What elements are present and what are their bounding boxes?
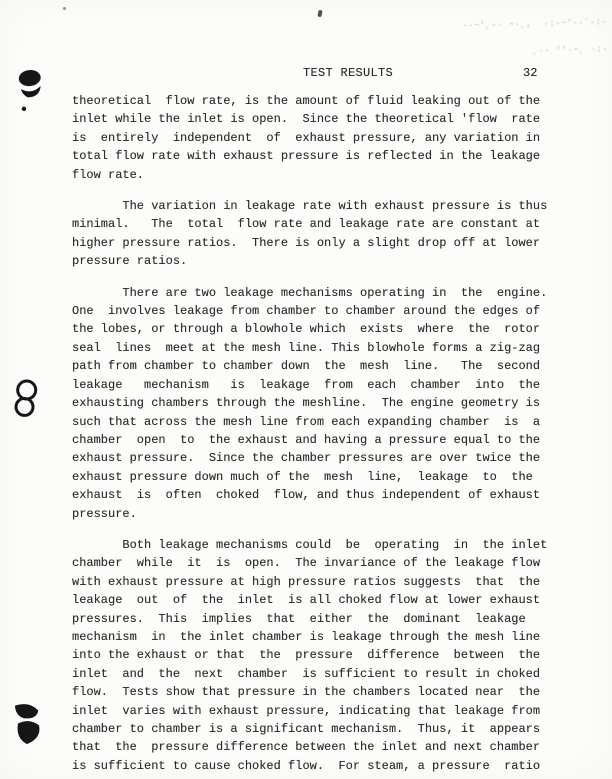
- text-line: leakage mechanism is leakage from each chamber into the: [72, 377, 541, 392]
- text-line: path from chamber to chamber down the mesh line. The second: [72, 359, 541, 374]
- text-line: pressures. This implies that either the dominant leakage: [72, 611, 526, 626]
- scan-speck: [63, 7, 66, 10]
- text-line: There are two leakage mechanisms operating in the engine.: [72, 285, 548, 300]
- text-line: is sufficient to cause choked flow. For steam, a pressure ratio: [72, 758, 541, 773]
- text-line: leakage out of the inlet is all choked flow at lower exhaust: [72, 593, 541, 608]
- text-line: such that across the mesh line from each expanding chamber is a: [72, 414, 541, 429]
- text-line: exhausting chambers through the meshline. The engine geometry is: [72, 396, 541, 411]
- text-line: is entirely independent of exhaust pressure, any variation in: [72, 130, 541, 145]
- hole-punch-ink-mark-bottom: [11, 701, 45, 749]
- text-line: pressure.: [72, 506, 137, 521]
- text-line: flow rate.: [72, 167, 145, 182]
- text-line: chamber while it is open. The invariance of the leakage flow: [72, 556, 541, 571]
- text-line: exhaust is often choked flow, and thus independent of exhaust: [72, 488, 541, 503]
- document-body: [72, 92, 558, 779]
- text-line: with exhaust pressure at high pressure ratios suggests that the: [72, 574, 541, 589]
- paragraph-2: [72, 197, 558, 271]
- text-line: pressure ratios.: [72, 254, 188, 269]
- text-line: total flow rate with exhaust pressure is reflected in the leakage: [72, 149, 541, 164]
- text-line: theoretical flow rate, is the amount of fluid leaking out of the: [72, 94, 541, 108]
- paragraph-4: [72, 536, 558, 775]
- text-line: into the exhaust or that the pressure difference between the: [72, 648, 541, 663]
- stamp-line: ¸·- ''·~¸ ·:·: [532, 45, 609, 57]
- text-line: chamber to chamber is a significant mechanism. Thus, it appears: [72, 722, 541, 736]
- text-line: seal lines meet at the mesh line. This blowhole forms a zig-zag: [72, 340, 541, 355]
- faint-stamp: [457, 0, 609, 76]
- paragraph-1: [72, 92, 558, 184]
- text-line: higher pressure ratios. There is only a slight drop off at lower: [72, 235, 541, 250]
- hole-punch-ink-mark-middle: [9, 377, 44, 423]
- stamp-line: -·~'¸-· ~·¸, ·:-~'··¨-:·: [462, 18, 608, 31]
- text-line: One involves leakage from chamber to chamber around the edges of: [72, 304, 541, 319]
- paragraph-3: [72, 284, 558, 523]
- scan-speck: [317, 10, 322, 18]
- hole-punch-ink-mark-top: [12, 64, 51, 115]
- text-line: inlet and the next chamber is sufficient to result in choked: [72, 666, 541, 681]
- page-number: 32: [523, 66, 538, 80]
- text-line: chamber open to the exhaust and having a pressure equal to the: [72, 432, 541, 447]
- text-line: The variation in leakage rate with exhaust pressure is thus: [72, 199, 548, 214]
- text-line: exhaust pressure down much of the mesh line, leakage to the: [72, 469, 533, 484]
- text-line: the lobes, or through a blowhole which exists where the rotor: [72, 322, 541, 337]
- text-line: minimal. The total flow rate and leakage rate are constant at: [72, 217, 541, 232]
- text-line: inlet while the inlet is open. Since the theoretical 'flow rate: [72, 112, 541, 127]
- text-line: flow. Tests show that pressure in the chambers located near the: [72, 685, 541, 700]
- text-line: Both leakage mechanisms could be operating in the inlet: [72, 537, 548, 552]
- text-line: exhaust pressure. Since the chamber pressures are over twice the: [72, 451, 541, 466]
- text-line: that the pressure difference between the inlet and next chamber: [72, 740, 541, 755]
- text-line: mechanism in the inlet chamber is leakage through the mesh line: [72, 629, 541, 644]
- page-title: TEST RESULTS: [303, 66, 394, 80]
- text-line: inlet varies with exhaust pressure, indicating that leakage from: [72, 703, 541, 718]
